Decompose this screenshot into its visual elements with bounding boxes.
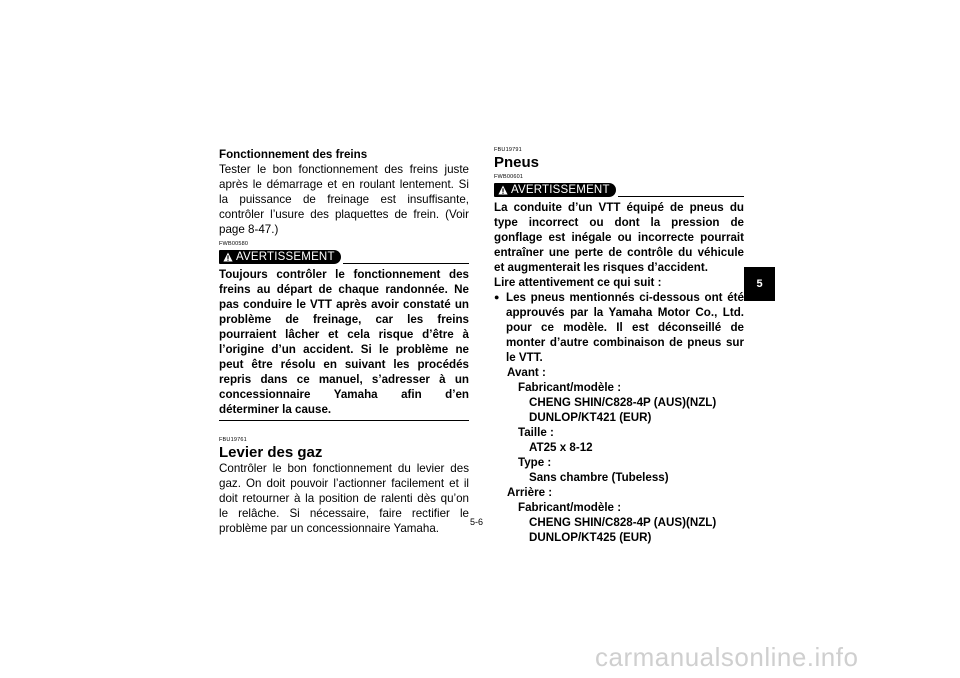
warning-header [219, 250, 469, 264]
chapter-tab: 5 [744, 267, 775, 301]
size-value: AT25 x 8-12 [529, 441, 593, 454]
type-value: Sans chambre (Tubeless) [529, 471, 669, 484]
bullet-item [494, 290, 744, 365]
front-maker-2: DUNLOP/KT421 (EUR) [529, 411, 652, 424]
divider [343, 263, 469, 264]
read-carefully: Lire attentivement ce qui suit : [494, 276, 662, 289]
section-code: FBU19761 [219, 437, 247, 443]
brakes-heading: Fonctionnement des freins [219, 148, 368, 161]
warning-triangle-icon [223, 252, 233, 262]
warning-badge [494, 183, 616, 197]
warning-header [494, 183, 744, 197]
type-label: Type : [518, 456, 552, 469]
section-code: FBU19791 [494, 147, 522, 153]
warning-badge [219, 250, 341, 264]
warning-code: FWB00601 [494, 174, 524, 180]
rear-maker-label: Fabricant/modèle : [518, 501, 622, 514]
brakes-paragraph: Tester le bon fonctionnement des freins juste après le démarrage et en roulant lentement. Si la puissance de freinage est insuffisante, contrôler l’usure des plaquettes de frein. (Voir page 8-47.) [219, 163, 469, 236]
throttle-paragraph: Contrôler le bon fonctionnement du levier des gaz. On doit pouvoir l’actionner facilement et il doit retourner à la position de ralenti dès qu’on le relâche. Si nécessaire, faire rectifier le problème par un concessionnaire Yamaha. [219, 462, 469, 535]
right-column [494, 147, 744, 545]
warning-label: AVERTISSEMENT [236, 250, 335, 263]
bullet-text: Les pneus mentionnés ci-dessous ont été approuvés par la Yamaha Motor Co., Ltd. pour ce modèle. Il est déconseillé de monter d’autre combinaison de pneus sur le VTT. [506, 291, 744, 364]
front-maker-1: CHENG SHIN/C828-4P (AUS)(NZL) [529, 396, 717, 409]
rear-label: Arrière : [507, 486, 553, 499]
divider [618, 196, 744, 197]
bullet-dot-icon: ● [494, 292, 500, 302]
warning-label: AVERTISSEMENT [511, 183, 610, 196]
front-label: Avant : [507, 366, 546, 379]
rear-maker-2: DUNLOP/KT425 (EUR) [529, 531, 652, 544]
tires-warning-text: La conduite d’un VTT équipé de pneus du type incorrect ou dont la pression de gonflage est inégale ou incorrecte pourrait entraîner une perte de contrôle du véhicule et augmenterait les risques d’accident. [494, 201, 744, 274]
rear-maker-1: CHENG SHIN/C828-4P (AUS)(NZL) [529, 516, 717, 529]
left-column [219, 147, 469, 536]
tires-section-title: Pneus [494, 154, 540, 171]
watermark: carmanualsonline.info [595, 642, 859, 672]
page-number: 5-6 [470, 517, 484, 527]
size-label: Taille : [518, 426, 554, 439]
front-maker-label: Fabricant/modèle : [518, 381, 622, 394]
throttle-section-title: Levier des gaz [219, 444, 323, 461]
warning-triangle-icon [498, 185, 508, 195]
brakes-warning-text: Toujours contrôler le fonctionnement des freins au départ de chaque randonnée. Ne pas conduire le VTT après avoir constaté un problème de freinage, car les freins pourraient lâcher et cela risque d’être à l’origine d’un accident. Si le problème ne peut être résolu en suivant les procédés repris dans ce manuel, s’adresser à un concessionnaire Yamaha afin d’en déterminer la cause. [219, 267, 469, 421]
warning-code: FWB00580 [219, 241, 249, 247]
